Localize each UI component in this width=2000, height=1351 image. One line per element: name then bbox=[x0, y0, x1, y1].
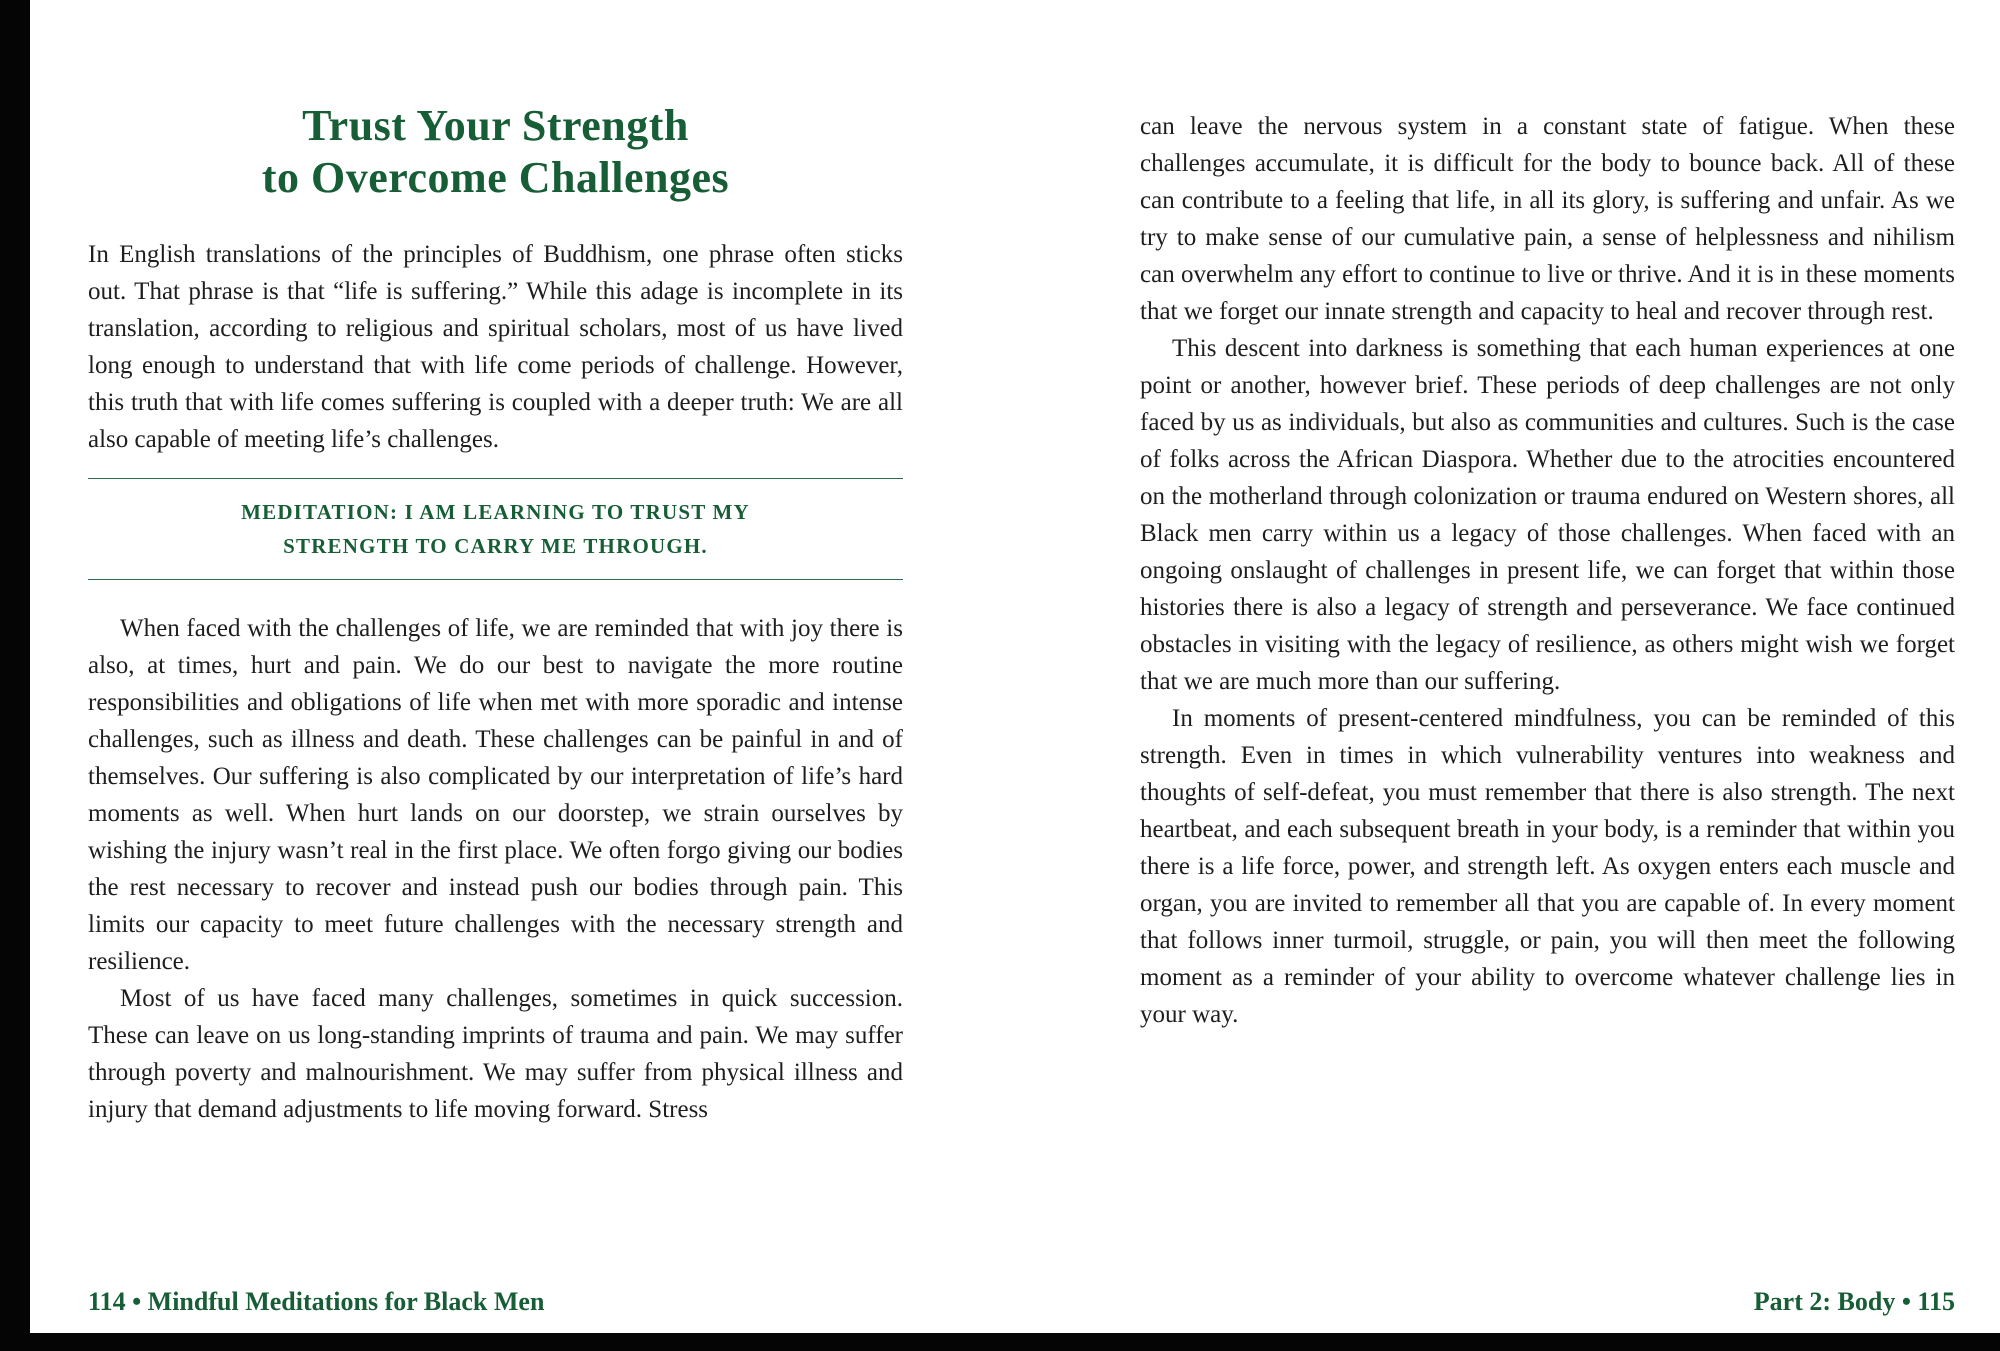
body-paragraph: Most of us have faced many challenges, sometimes in quick succession. These can leave on us long-standing imprints of trauma and pain. We may suffer through poverty and malnourishment. We may suffer from physical illness and injury that demand adjustments to life moving forward. Stress bbox=[88, 985, 903, 1123]
scan-edge-left bbox=[0, 0, 30, 1351]
meditation-text bbox=[88, 495, 903, 563]
page-left bbox=[88, 0, 903, 1351]
page-right bbox=[1140, 0, 1955, 1351]
chapter-title bbox=[88, 100, 903, 204]
meditation-divider-top bbox=[88, 478, 903, 479]
footer-right: Part 2: Body • 115 bbox=[1753, 1287, 1955, 1316]
footer-left: 114 • Mindful Meditations for Black Men bbox=[88, 1287, 545, 1316]
meditation-divider-bottom bbox=[88, 579, 903, 580]
intro-paragraph: In English translations of the principles of Buddhism, one phrase often sticks out. That phrase is that “life is suffering.” While this adage is incomplete in its translation, according to religious and spiritual scholars, most of us have lived long enough to understand that with life come periods of challenge. However, this truth that with life comes suffering is coupled with a deeper truth: We are all also capable of meeting life’s challenges. bbox=[88, 241, 903, 453]
body-paragraph-continuation: can leave the nervous system in a constant state of fatigue. When these challenges accumulate, it is difficult for the body to bounce back. All of these can contribute to a feeling that life, in all its glory, is suffering and unfair. As we try to make sense of our cumulative pain, a sense of helplessness and nihilism can overwhelm any effort to continue to live or thrive. And it is in these moments that we forget our innate strength and capacity to heal and recover through rest. bbox=[1140, 113, 1955, 325]
meditation-line-1: MEDITATION: I AM LEARNING TO TRUST MY bbox=[241, 500, 750, 524]
meditation-block bbox=[88, 478, 903, 580]
body-paragraph: When faced with the challenges of life, we are reminded that with joy there is also, at times, hurt and pain. We do our best to navigate the more routine responsibilities and obligations of life when met with more sporadic and intense challenges, such as illness and death. These challenges can be painful in and of themselves. Our suffering is also complicated by our interpretation of life’s hard moments as well. When hurt lands on our doorstep, we strain ourselves by wishing the injury wasn’t real in the first place. We often forgo giving our bodies the rest necessary to recover and instead push our bodies through pain. This limits our capacity to meet future challenges with the necessary strength and resilience. bbox=[88, 615, 903, 975]
body-paragraph: This descent into darkness is something that each human experiences at one point or another, however brief. These periods of deep challenges are not only faced by us as individuals, but also as communities and cultures. Such is the case of folks across the African Diaspora. Whether due to the atrocities encountered on the motherland through colonization or trauma endured on Western shores, all Black men carry within us a legacy of those challenges. When faced with an ongoing onslaught of challenges in present life, we can forget that within those histories there is also a legacy of strength and perseverance. We face continued obstacles in visiting with the legacy of resilience, as others might wish we forget that we are much more than our suffering. bbox=[1140, 335, 1955, 695]
body-paragraph: In moments of present-centered mindfulness, you can be reminded of this strength. Even in times in which vulnerability ventures into weakness and thoughts of self-defeat, you must remember that there is also strength. The next heartbeat, and each subsequent breath in your body, is a reminder that within you there is a life force, power, and strength left. As oxygen enters each muscle and organ, you are invited to remember all that you are capable of. In every moment that follows inner turmoil, struggle, or pain, you will then meet the following moment as a reminder of your ability to overcome whatever challenge lies in your way. bbox=[1140, 705, 1955, 1028]
chapter-title-line-2: to Overcome Challenges bbox=[261, 153, 730, 202]
meditation-line-2: STRENGTH TO CARRY ME THROUGH. bbox=[283, 534, 708, 558]
chapter-title-line-1: Trust Your Strength bbox=[302, 101, 689, 150]
